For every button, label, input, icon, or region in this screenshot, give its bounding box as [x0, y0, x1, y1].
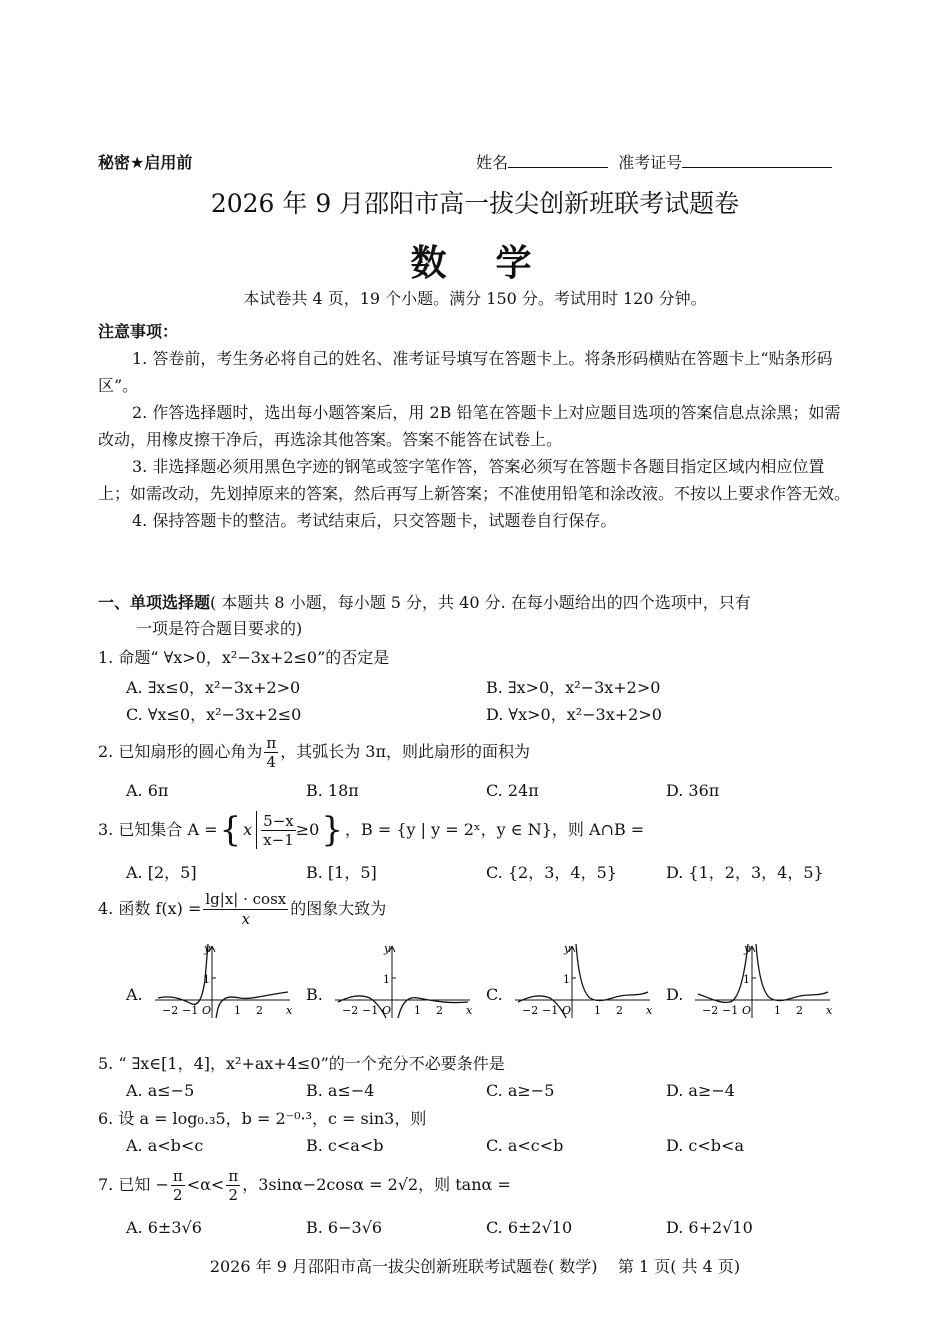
notice-item: 1. 答卷前，考生务必将自己的姓名、准考证号填写在答题卡上。将条形码横贴在答题卡上“贴条形码区”。 [98, 349, 833, 395]
q2-option-b[interactable]: B. 18π [306, 781, 359, 800]
q6-option-d[interactable]: D. c<b<a [666, 1136, 744, 1155]
tick-label: 2 [436, 1004, 443, 1017]
y-label: y [204, 942, 211, 955]
q5-option-d[interactable]: D. a≥−4 [666, 1081, 735, 1100]
curve-left [158, 944, 208, 1004]
one-label: 1 [383, 973, 390, 986]
q2-fraction-den: 4 [266, 752, 277, 771]
tick-label: 2 [256, 1004, 263, 1017]
id-blank[interactable] [682, 153, 832, 168]
tick-label: −1 [722, 1004, 739, 1017]
name-label: 姓名 [476, 153, 509, 172]
y-label: y [384, 942, 391, 955]
q7-fraction-den: 2 [173, 1185, 183, 1204]
q4-fraction [203, 890, 288, 929]
q5-option-b[interactable]: B. a≤−4 [306, 1081, 375, 1100]
q3-option-a[interactable]: A. [2，5] [126, 863, 197, 882]
origin-label: O [742, 1004, 752, 1017]
tick-label: −2 [702, 1004, 719, 1017]
tick-label: −2 [342, 1004, 359, 1017]
tick-label: −1 [362, 1004, 379, 1017]
q2-fraction-num: π [266, 733, 277, 752]
one-label: 1 [563, 973, 570, 986]
tick-label: −2 [522, 1004, 539, 1017]
notice-list [98, 345, 856, 534]
q7-fraction-num: π [228, 1166, 239, 1185]
curve-right [756, 944, 828, 1001]
y-label: y [564, 942, 571, 955]
q4-option-d[interactable]: D. [666, 985, 684, 1004]
q1-option-a[interactable]: A. ∃x≤0，x²−3x+2>0 [126, 678, 301, 697]
section1-desc: ( 本题共 8 小题，每小题 5 分，共 40 分. 在每小题给出的四个选项中，只有 [210, 593, 751, 612]
q7-fraction-left [171, 1167, 185, 1204]
tick-label: 1 [774, 1004, 781, 1017]
name-field [476, 152, 832, 174]
origin-label: O [202, 1004, 212, 1017]
q4-stem [98, 886, 386, 932]
x-label: x [826, 1004, 833, 1017]
page-footer: 2026 年 9 月邵阳市高一拔尖创新班联考试题卷( 数学) 第 1 页( 共 4 页) [209, 1257, 741, 1276]
q6-option-a[interactable]: A. a<b<c [126, 1136, 204, 1155]
q7-fraction-num: π [172, 1166, 183, 1185]
name-blank[interactable] [508, 153, 608, 168]
origin-label: O [562, 1004, 572, 1017]
q5-option-c[interactable]: C. a≥−5 [486, 1081, 555, 1100]
y-label: y [744, 942, 751, 955]
q7-option-a[interactable]: A. 6±3√6 [126, 1218, 202, 1237]
q2-stem [98, 730, 530, 774]
q3-brace-right: } [321, 810, 343, 850]
q5-option-a[interactable]: A. a≤−5 [126, 1081, 195, 1100]
q3-set-var: x [243, 820, 253, 839]
one-label: 1 [743, 973, 750, 986]
x-label: x [286, 1004, 293, 1017]
origin-label: O [382, 1004, 392, 1017]
q4-stem-text: 4. 函数 f(x) = [98, 899, 202, 918]
q3-brace-left: { [219, 810, 242, 850]
q6-option-b[interactable]: B. c<a<b [306, 1136, 384, 1155]
exam-title: 2026 年 9 月邵阳市高一拔尖创新班联考试题卷 [210, 189, 740, 218]
q4-option-b[interactable]: B. [306, 985, 323, 1004]
q1-stem: 1. 命题“ ∀x>0，x²−3x+2≤0”的否定是 [98, 648, 390, 667]
q6-option-c[interactable]: C. a<c<b [486, 1136, 564, 1155]
q7-fraction-right [226, 1167, 240, 1204]
q4-graph-d[interactable] [690, 940, 840, 1020]
q7-option-b[interactable]: B. 6−3√6 [306, 1218, 383, 1237]
subject-title: 数 学 [410, 243, 540, 284]
q3-set-bar [256, 811, 257, 849]
q4-stem-rest: 的图象大致为 [290, 899, 387, 918]
q7-fraction-den: 2 [228, 1185, 239, 1204]
q3-fraction-num: 5−x [263, 811, 294, 830]
q4-graph-b[interactable] [330, 940, 480, 1020]
q1-option-b[interactable]: B. ∃x>0，x²−3x+2>0 [486, 678, 661, 697]
notice-item: 2. 作答选择题时，选出每小题答案后，用 2B 铅笔在答题卡上对应题目选项的答案信息点涂黑；如需改动，用橡皮擦干净后，再选涂其他答案。答案不能答在试卷上。 [98, 403, 841, 449]
tick-label: −1 [182, 1004, 199, 1017]
q3-option-c[interactable]: C. {2，3，4，5} [486, 863, 617, 882]
q3-option-b[interactable]: B. [1，5] [306, 863, 377, 882]
q2-option-c[interactable]: C. 24π [486, 781, 539, 800]
q3-stem [98, 808, 644, 852]
q2-option-d[interactable]: D. 36π [666, 781, 720, 800]
tick-label: 2 [796, 1004, 803, 1017]
q3-fraction [261, 812, 296, 849]
q7-inequality: <α< [186, 1175, 225, 1194]
id-label: 准考证号 [618, 153, 683, 172]
tick-label: −2 [162, 1004, 179, 1017]
q4-graph-c[interactable] [510, 940, 660, 1020]
q1-option-c[interactable]: C. ∀x≤0，x²−3x+2≤0 [126, 705, 302, 724]
exam-info: 本试卷共 4 页，19 个小题。满分 150 分。考试用时 120 分钟。 [243, 289, 707, 308]
tick-label: 1 [594, 1004, 601, 1017]
x-label: x [466, 1004, 473, 1017]
q4-fraction-num: lg|x| · cosx [205, 889, 287, 908]
q2-stem-rest: ，其弧长为 3π，则此扇形的面积为 [280, 742, 531, 761]
q3-option-d[interactable]: D. {1，2，3，4，5} [666, 863, 824, 882]
q7-stem-text: 7. 已知 − [98, 1175, 169, 1194]
x-label: x [646, 1004, 653, 1017]
q2-stem-text: 2. 已知扇形的圆心角为 [98, 742, 263, 761]
curve-right [576, 944, 648, 1001]
tick-label: 1 [234, 1004, 241, 1017]
q4-graphs [120, 940, 840, 1020]
curve-right [398, 998, 468, 1018]
q7-stem-rest: ，3sinα−2cosα = 2√2，则 tanα = [242, 1175, 511, 1194]
section1-desc-2: 一项是符合题目要求的) [136, 619, 303, 638]
q4-option-a[interactable]: A. [126, 985, 143, 1004]
tick-label: 2 [616, 1004, 623, 1017]
q4-graph-a[interactable] [150, 940, 300, 1020]
notice-item: 3. 非选择题必须用黑色字迹的钢笔或签字笔作答，答案必须写在答题卡各题目指定区域内相应位置上；如需改动，先划掉原来的答案，然后再写上新答案；不准使用铅笔和涂改液。不按以上要求作答无效。 [98, 457, 851, 503]
q7-option-c[interactable]: C. 6±2√10 [486, 1218, 573, 1237]
q7-option-d[interactable]: D. 6+2√10 [666, 1218, 753, 1237]
tick-label: 1 [414, 1004, 421, 1017]
q3-stem-rest: ，B = {y | y = 2ˣ，y ∈ N}，则 A∩B = [344, 820, 645, 839]
notice-item: 4. 保持答题卡的整洁。考试结束后，只交答题卡，试题卷自行保存。 [132, 511, 617, 530]
one-label: 1 [203, 973, 210, 986]
q2-option-a[interactable]: A. 6π [126, 781, 169, 800]
q3-stem-text: 3. 已知集合 A = [98, 820, 218, 839]
q1-option-d[interactable]: D. ∀x>0，x²−3x+2>0 [486, 705, 662, 724]
confidential-label: 秘密★启用前 [98, 153, 193, 172]
q4-option-c[interactable]: C. [486, 985, 503, 1004]
q4-fraction-den: x [241, 909, 251, 928]
q5-stem: 5. “ ∃x∈[1，4]，x²+ax+4≤0”的一个充分不必要条件是 [98, 1054, 505, 1073]
curve-right [216, 992, 288, 1018]
q3-fraction-den: x−1 [263, 830, 294, 849]
section1-title: 一、单项选择题 [98, 593, 211, 612]
q2-fraction [264, 734, 278, 771]
curve-left [698, 944, 748, 1002]
q7-stem [98, 1163, 511, 1207]
notice-heading: 注意事项： [98, 322, 179, 341]
section1-header [98, 592, 751, 614]
tick-label: −1 [542, 1004, 559, 1017]
q3-inequality: ≥0 [295, 820, 320, 839]
q6-stem: 6. 设 a = log₀.₃5，b = 2⁻⁰·³，c = sin3，则 [98, 1109, 427, 1128]
